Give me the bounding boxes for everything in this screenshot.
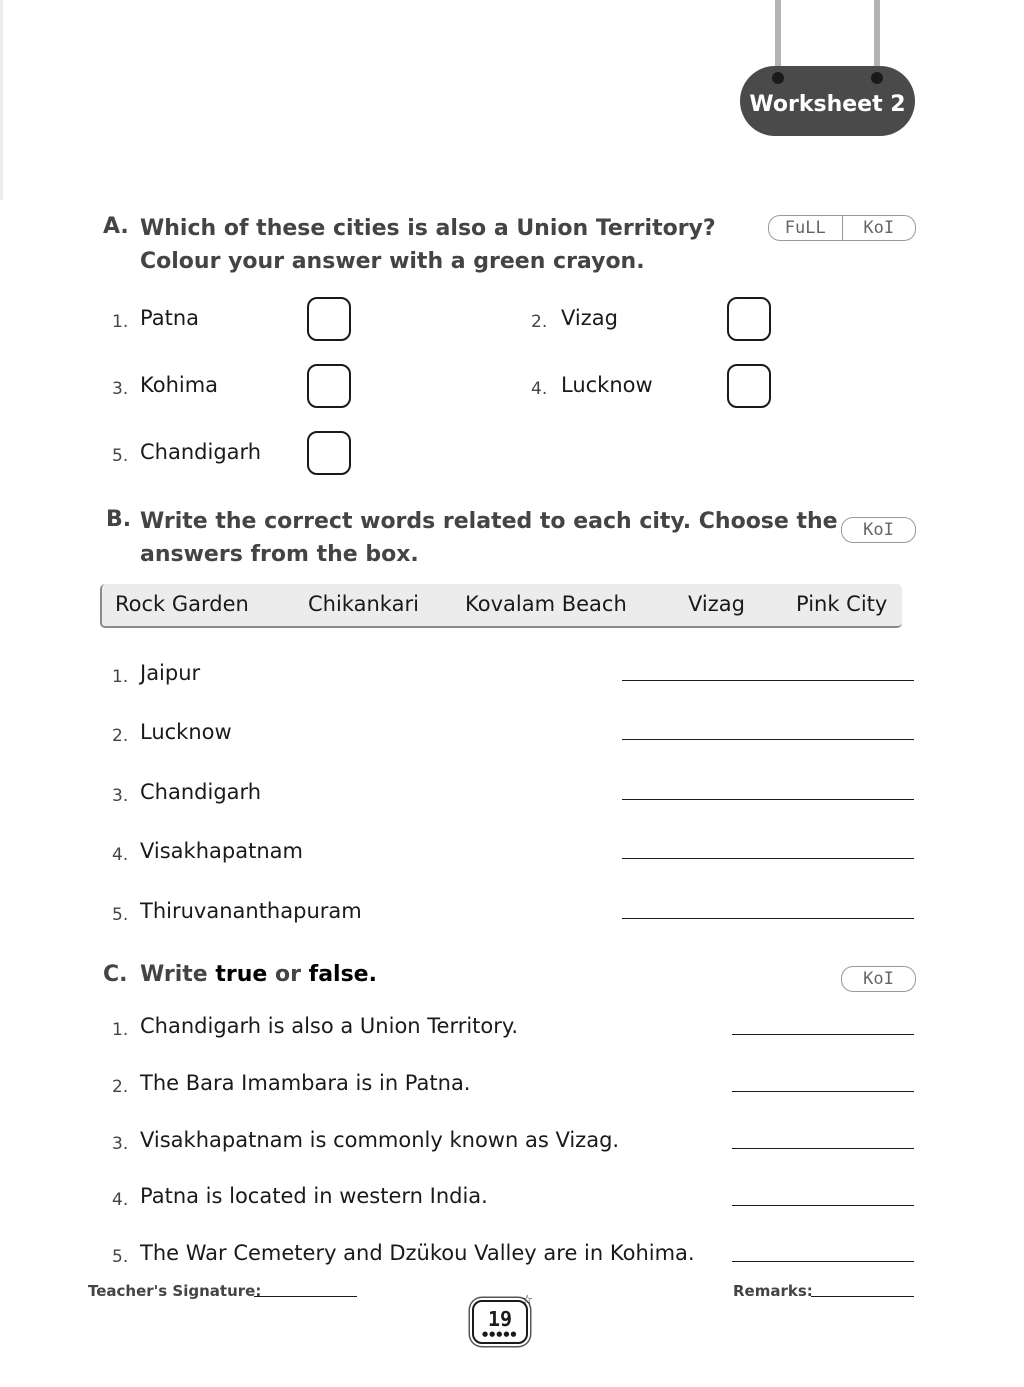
section-a-question [140, 212, 716, 278]
page-badge-dots: ●●●●● [482, 1330, 518, 1338]
checkbox-chandigarh[interactable] [307, 431, 351, 475]
answer-line[interactable] [732, 1091, 914, 1092]
option-number: 3. [112, 379, 129, 399]
teacher-signature-label: Teacher's Signature: [88, 1282, 262, 1300]
option-number: 2. [531, 312, 548, 332]
tag-koi: KoI [863, 969, 894, 989]
option-label-vizag: Vizag [561, 306, 618, 330]
star-icon: ☆ [521, 1293, 533, 1308]
worksheet-tag: Worksheet 2 [740, 66, 915, 136]
page-margin-line [0, 0, 3, 200]
item-number: 2. [112, 726, 129, 746]
item-number: 5. [112, 905, 129, 925]
answer-line[interactable] [622, 739, 914, 740]
section-a-question-line2: Colour your answer with a green crayon. [140, 249, 645, 274]
option-number: 4. [531, 379, 548, 399]
section-c-letter: C. [103, 962, 128, 987]
answer-line[interactable] [622, 799, 914, 800]
option-label-lucknow: Lucknow [561, 373, 653, 397]
section-a-letter: A. [103, 214, 129, 239]
answer-line[interactable] [622, 858, 914, 859]
item-number: 4. [112, 1190, 129, 1210]
section-b-question-line2: answers from the box. [140, 542, 419, 567]
tag-hole-left [772, 72, 784, 84]
option-number: 1. [112, 312, 129, 332]
item-number: 4. [112, 845, 129, 865]
option-label-kohima: Kohima [140, 373, 219, 397]
option-label-patna: Patna [140, 306, 200, 330]
checkbox-vizag[interactable] [727, 297, 771, 341]
statement: Visakhapatnam is commonly known as Vizag. [140, 1128, 620, 1152]
statement: The War Cemetery and Dzükou Valley are in Kohima. [140, 1241, 695, 1265]
word-box-item: Chikankari [308, 592, 419, 616]
city-visakhapatnam: Visakhapatnam [140, 839, 303, 863]
section-b-question [140, 505, 838, 571]
option-number: 5. [112, 446, 129, 466]
city-lucknow: Lucknow [140, 720, 232, 744]
word-box-item: Rock Garden [115, 592, 249, 616]
word-box [100, 584, 902, 628]
section-c-tag [841, 966, 916, 992]
word-false: false [308, 962, 369, 987]
checkbox-lucknow[interactable] [727, 364, 771, 408]
city-jaipur: Jaipur [140, 661, 201, 685]
answer-line[interactable] [732, 1205, 914, 1206]
checkbox-kohima[interactable] [307, 364, 351, 408]
item-number: 1. [112, 667, 129, 687]
city-chandigarh: Chandigarh [140, 780, 262, 804]
word-box-item: Kovalam Beach [465, 592, 627, 616]
remarks-label: Remarks: [733, 1282, 813, 1300]
answer-line[interactable] [622, 918, 914, 919]
city-thiruvananthapuram: Thiruvananthapuram [140, 899, 362, 923]
statement: Patna is located in western India. [140, 1184, 488, 1208]
tag-full: FuLL [784, 218, 826, 238]
statement: Chandigarh is also a Union Territory. [140, 1014, 519, 1038]
item-number: 1. [112, 1020, 129, 1040]
word-box-item: Vizag [688, 592, 745, 616]
section-c-or: or [267, 962, 309, 987]
word-true: true [215, 962, 268, 987]
item-number: 3. [112, 786, 129, 806]
statement: The Bara Imambara is in Patna. [140, 1071, 471, 1095]
item-number: 2. [112, 1077, 129, 1097]
word-box-item: Pink City [796, 592, 888, 616]
item-number: 3. [112, 1134, 129, 1154]
section-c-suffix: . [368, 962, 377, 987]
tag-hole-right [871, 72, 883, 84]
tag-koi: KoI [842, 216, 916, 240]
tag-koi: KoI [863, 520, 894, 540]
section-b-tag [841, 517, 916, 543]
section-a-tags [768, 215, 916, 241]
page-number: 19 [487, 1307, 513, 1331]
checkbox-patna[interactable] [307, 297, 351, 341]
section-b-letter: B. [106, 507, 132, 532]
item-number: 5. [112, 1247, 129, 1267]
answer-line[interactable] [622, 680, 914, 681]
answer-line[interactable] [732, 1034, 914, 1035]
option-label-chandigarh: Chandigarh [140, 440, 262, 464]
remarks-line[interactable] [811, 1296, 914, 1297]
answer-line[interactable] [732, 1148, 914, 1149]
page-number-badge [472, 1293, 533, 1344]
section-b-question-line1: Write the correct words related to each city. Choose the [140, 509, 838, 534]
section-c-question [140, 958, 377, 991]
signature-line[interactable] [254, 1296, 357, 1297]
section-c-prefix: Write [140, 962, 216, 987]
answer-line[interactable] [732, 1261, 914, 1262]
section-a-question-line1: Which of these cities is also a Union Territory? [140, 216, 716, 241]
